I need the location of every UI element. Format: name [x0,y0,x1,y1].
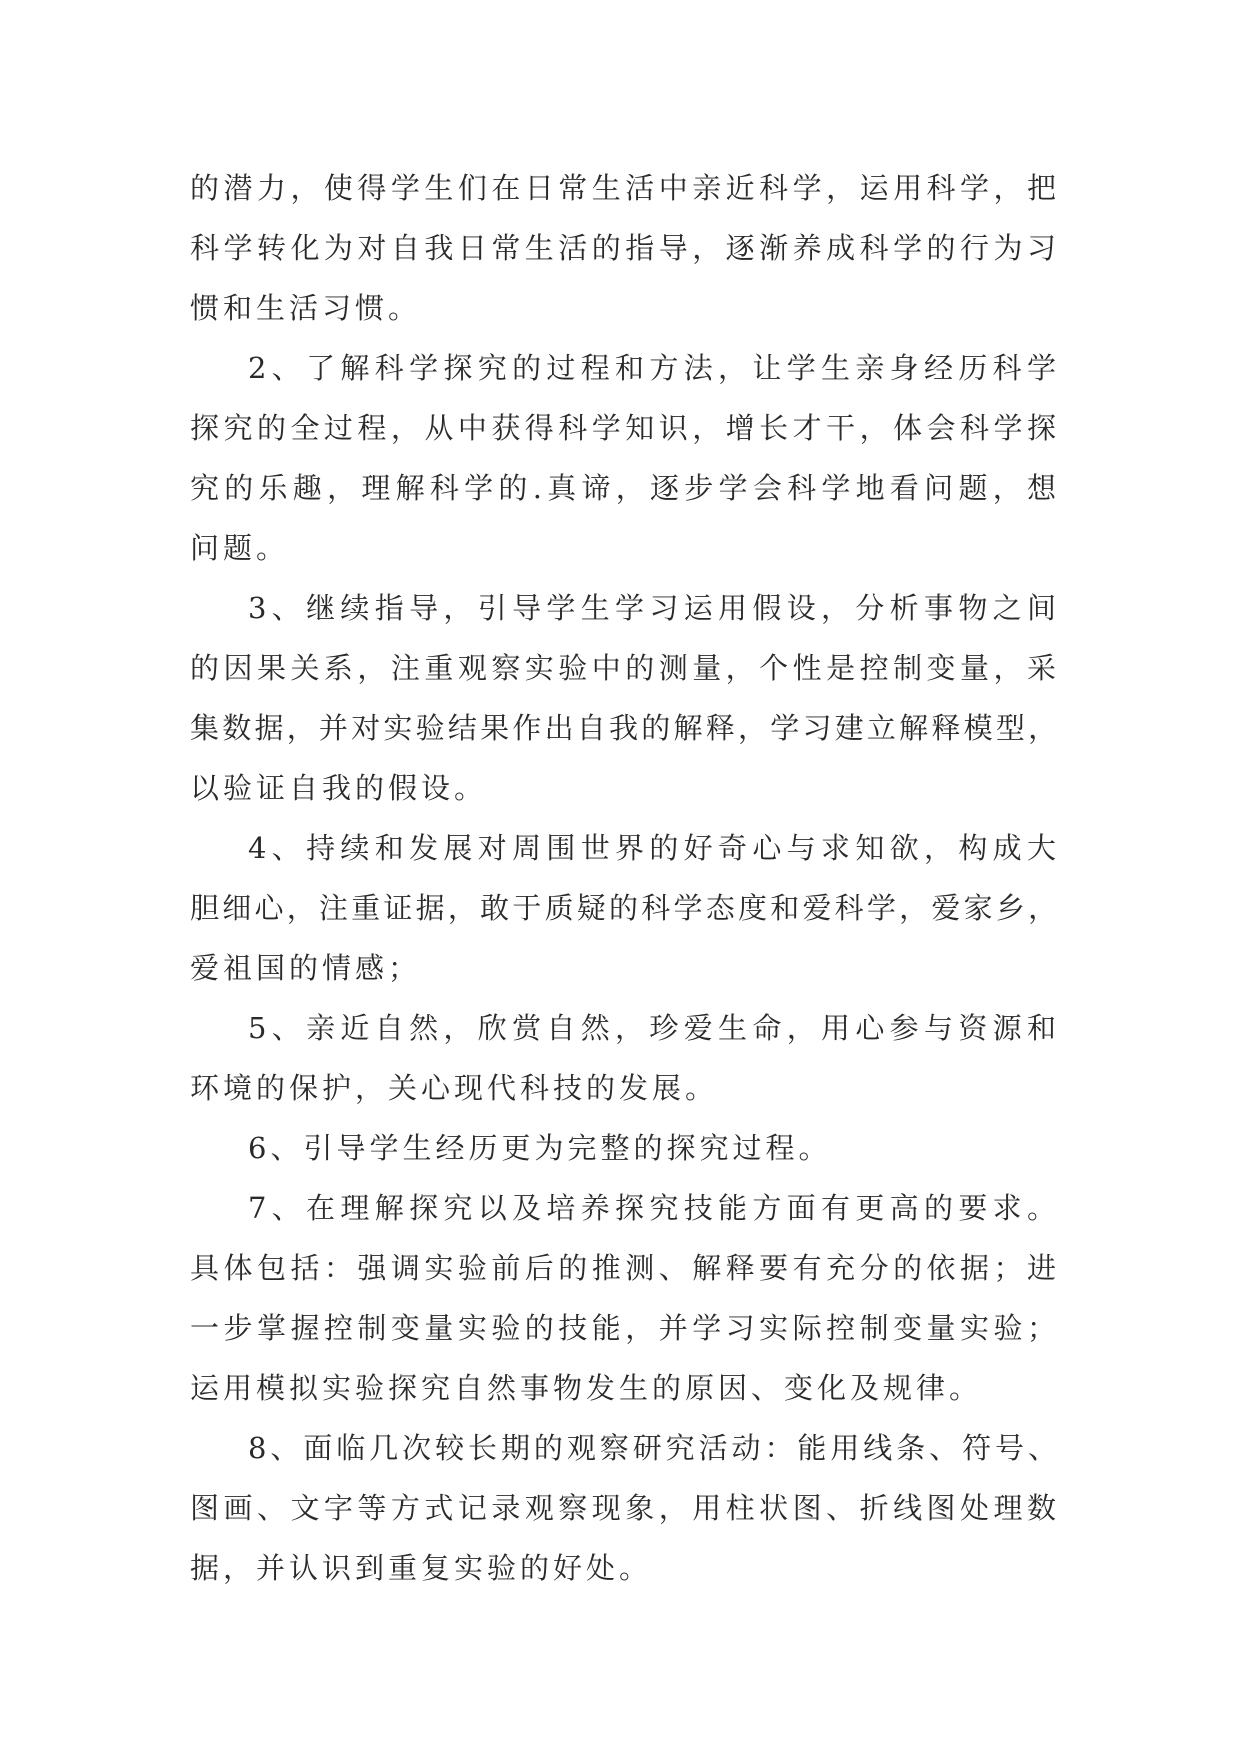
paragraph-p6 [190,1118,1060,1178]
text-line: 环境的保护，关心现代科技的发展。 [190,1071,719,1105]
text-line: 的因果关系，注重观察实验中的测量，个性是控制变量，采 [190,651,1060,685]
text-line: 胆细心，注重证据，敢于质疑的科学态度和爱科学，爱家乡， [190,891,1060,925]
paragraph-p7 [190,1178,1060,1418]
paragraph-p5 [190,998,1060,1118]
text-line: 5、亲近自然，欣赏自然，珍爱生命，用心参与资源和 [248,1011,1060,1045]
text-line: 图画、文字等方式记录观察现象，用柱状图、折线图处理数 [190,1491,1060,1525]
text-line: 7、在理解探究以及培养探究技能方面有更高的要求。 [248,1191,1060,1225]
text-line: 探究的全过程，从中获得科学知识，增长才干，体会科学探 [190,411,1060,445]
text-line: 集数据，并对实验结果作出自我的解释，学习建立解释模型， [190,711,1060,745]
text-line: 运用模拟实验探究自然事物发生的原因、变化及规律。 [190,1371,983,1405]
paragraph-p0 [190,158,1060,338]
text-line: 一步掌握控制变量实验的技能，并学习实际控制变量实验； [190,1311,1060,1345]
text-line: 科学转化为对自我日常生活的指导，逐渐养成科学的行为习 [190,231,1060,265]
text-line: 4、持续和发展对周围世界的好奇心与求知欲，构成大 [248,831,1060,865]
document-body [190,158,1060,1598]
text-line: 以验证自我的假设。 [190,771,488,805]
text-line: 爱祖国的情感； [190,951,422,985]
text-line: 具体包括：强调实验前后的推测、解释要有充分的依据；进 [190,1251,1060,1285]
text-line: 的潜力，使得学生们在日常生活中亲近科学，运用科学，把 [190,171,1060,205]
text-line: 3、继续指导，引导学生学习运用假设，分析事物之间 [248,591,1060,625]
text-line: 8、面临几次较长期的观察研究活动：能用线条、符号、 [248,1431,1060,1465]
paragraph-p3 [190,578,1060,818]
text-line: 究的乐趣，理解科学的.真谛，逐步学会科学地看问题，想 [190,471,1060,505]
paragraph-p4 [190,818,1060,998]
text-line: 2、了解科学探究的过程和方法，让学生亲身经历科学 [248,351,1060,385]
text-line: 惯和生活习惯。 [190,291,422,325]
paragraph-p2 [190,338,1060,578]
text-line: 6、引导学生经历更为完整的探究过程。 [248,1131,832,1165]
paragraph-p8 [190,1418,1060,1598]
text-line: 问题。 [190,531,290,565]
text-line: 据，并认识到重复实验的好处。 [190,1551,653,1585]
